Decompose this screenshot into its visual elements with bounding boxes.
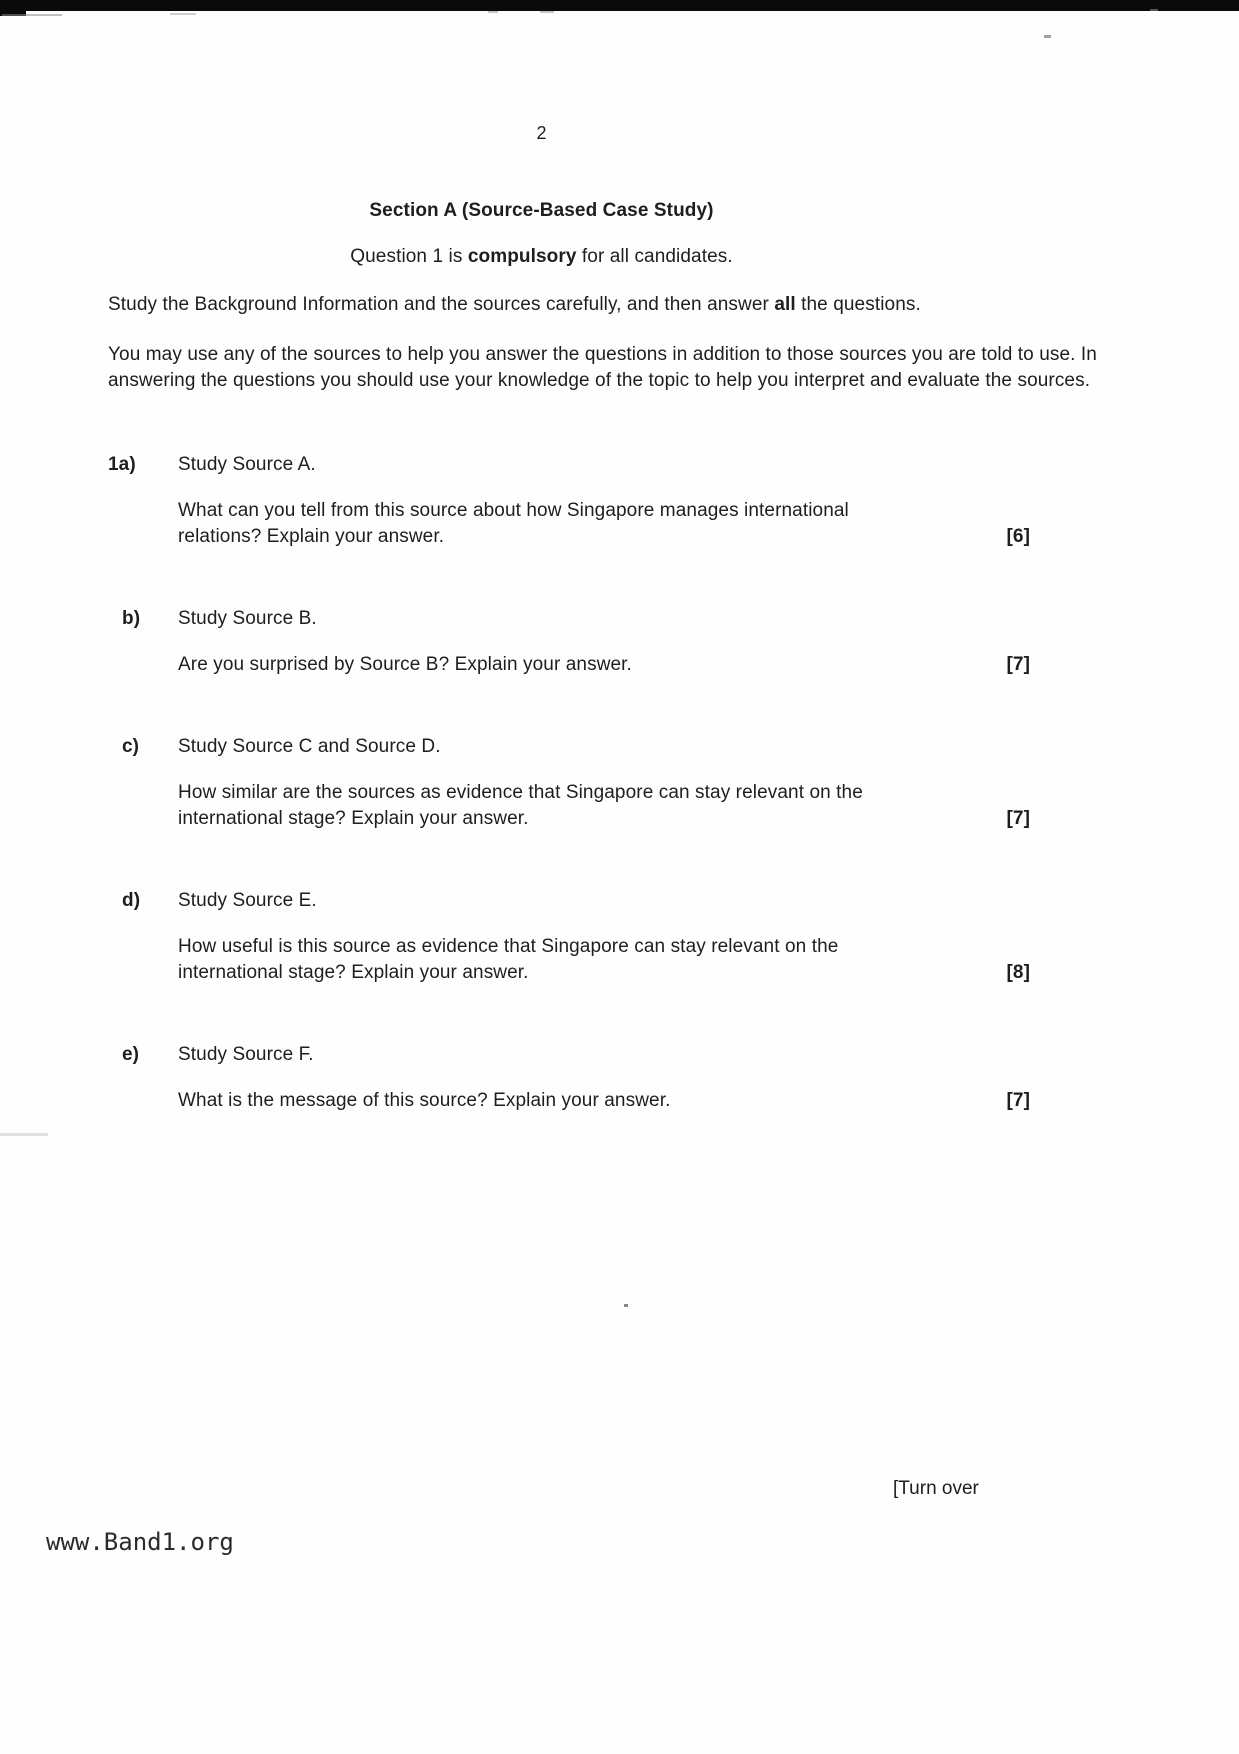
question-e-heading xyxy=(108,1042,1143,1068)
question-label: d) xyxy=(122,890,141,911)
question-study-line: Study Source F. xyxy=(178,1044,314,1065)
compulsory-note xyxy=(108,244,975,270)
instructions-line1 xyxy=(108,292,1143,318)
compulsory-note-post: for all candidates. xyxy=(576,246,733,267)
question-d-body xyxy=(178,934,1030,986)
question-d xyxy=(108,888,1143,986)
question-label: e) xyxy=(122,1044,140,1065)
instructions-line1-bold: all xyxy=(774,294,796,315)
section-title: Section A (Source-Based Case Study) xyxy=(369,200,714,221)
instructions-line1-post: the questions. xyxy=(795,294,921,315)
question-e-body xyxy=(178,1088,1030,1114)
question-study-line: Study Source E. xyxy=(178,890,317,911)
compulsory-note-bold: compulsory xyxy=(467,246,577,267)
question-c-body xyxy=(178,780,1030,832)
question-study-line: Study Source C and Source D. xyxy=(178,736,441,757)
question-label: c) xyxy=(122,736,140,757)
question-text: What can you tell from this source about how Singapore manages international relations? Explain your answer. xyxy=(178,500,849,547)
instructions-paragraph: You may use any of the sources to help you answer the questions in addition to those sources you are told to use. In answering the questions you should use your knowledge of the topic to help you interpret and evaluate the sources. xyxy=(108,344,1097,391)
compulsory-note-pre: Question 1 is xyxy=(350,246,468,267)
question-study-line: Study Source B. xyxy=(178,608,317,629)
question-marks: [6] xyxy=(1006,526,1030,547)
question-text: Are you surprised by Source B? Explain your answer. xyxy=(178,654,632,675)
exam-content xyxy=(108,0,1143,1114)
question-c-heading xyxy=(108,734,1143,760)
instructions-line1-pre: Study the Background Information and the sources carefully, and then answer xyxy=(108,294,775,315)
scan-artifact-dot xyxy=(624,1304,628,1307)
scan-artifact-dash xyxy=(1150,9,1158,11)
question-b-heading xyxy=(108,606,1143,632)
question-b xyxy=(108,606,1143,678)
question-marks: [7] xyxy=(1006,654,1030,675)
question-text: How useful is this source as evidence that Singapore can stay relevant on the international stage? Explain your answer. xyxy=(178,936,839,983)
heading-block xyxy=(108,120,975,270)
question-text: How similar are the sources as evidence that Singapore can stay relevant on the international stage? Explain your answer. xyxy=(178,782,863,829)
page-number: 2 xyxy=(536,123,547,143)
question-d-heading xyxy=(108,888,1143,914)
question-1a-body xyxy=(178,498,1030,550)
question-1a-heading xyxy=(108,452,1143,478)
question-label: b) xyxy=(122,608,141,629)
question-c xyxy=(108,734,1143,832)
watermark-url: www.Band1.org xyxy=(46,1528,234,1556)
question-1a xyxy=(108,452,1143,550)
scan-artifact-dash xyxy=(2,14,62,16)
turn-over-note: [Turn over xyxy=(893,1478,979,1499)
question-e xyxy=(108,1042,1143,1114)
scan-artifact-dash xyxy=(0,1133,48,1136)
question-study-line: Study Source A. xyxy=(178,454,316,475)
question-marks: [7] xyxy=(1006,1090,1030,1111)
question-b-body xyxy=(178,652,1030,678)
question-label: 1a) xyxy=(108,454,136,475)
question-marks: [7] xyxy=(1006,808,1030,829)
question-text: What is the message of this source? Explain your answer. xyxy=(178,1090,671,1111)
question-marks: [8] xyxy=(1006,962,1030,983)
